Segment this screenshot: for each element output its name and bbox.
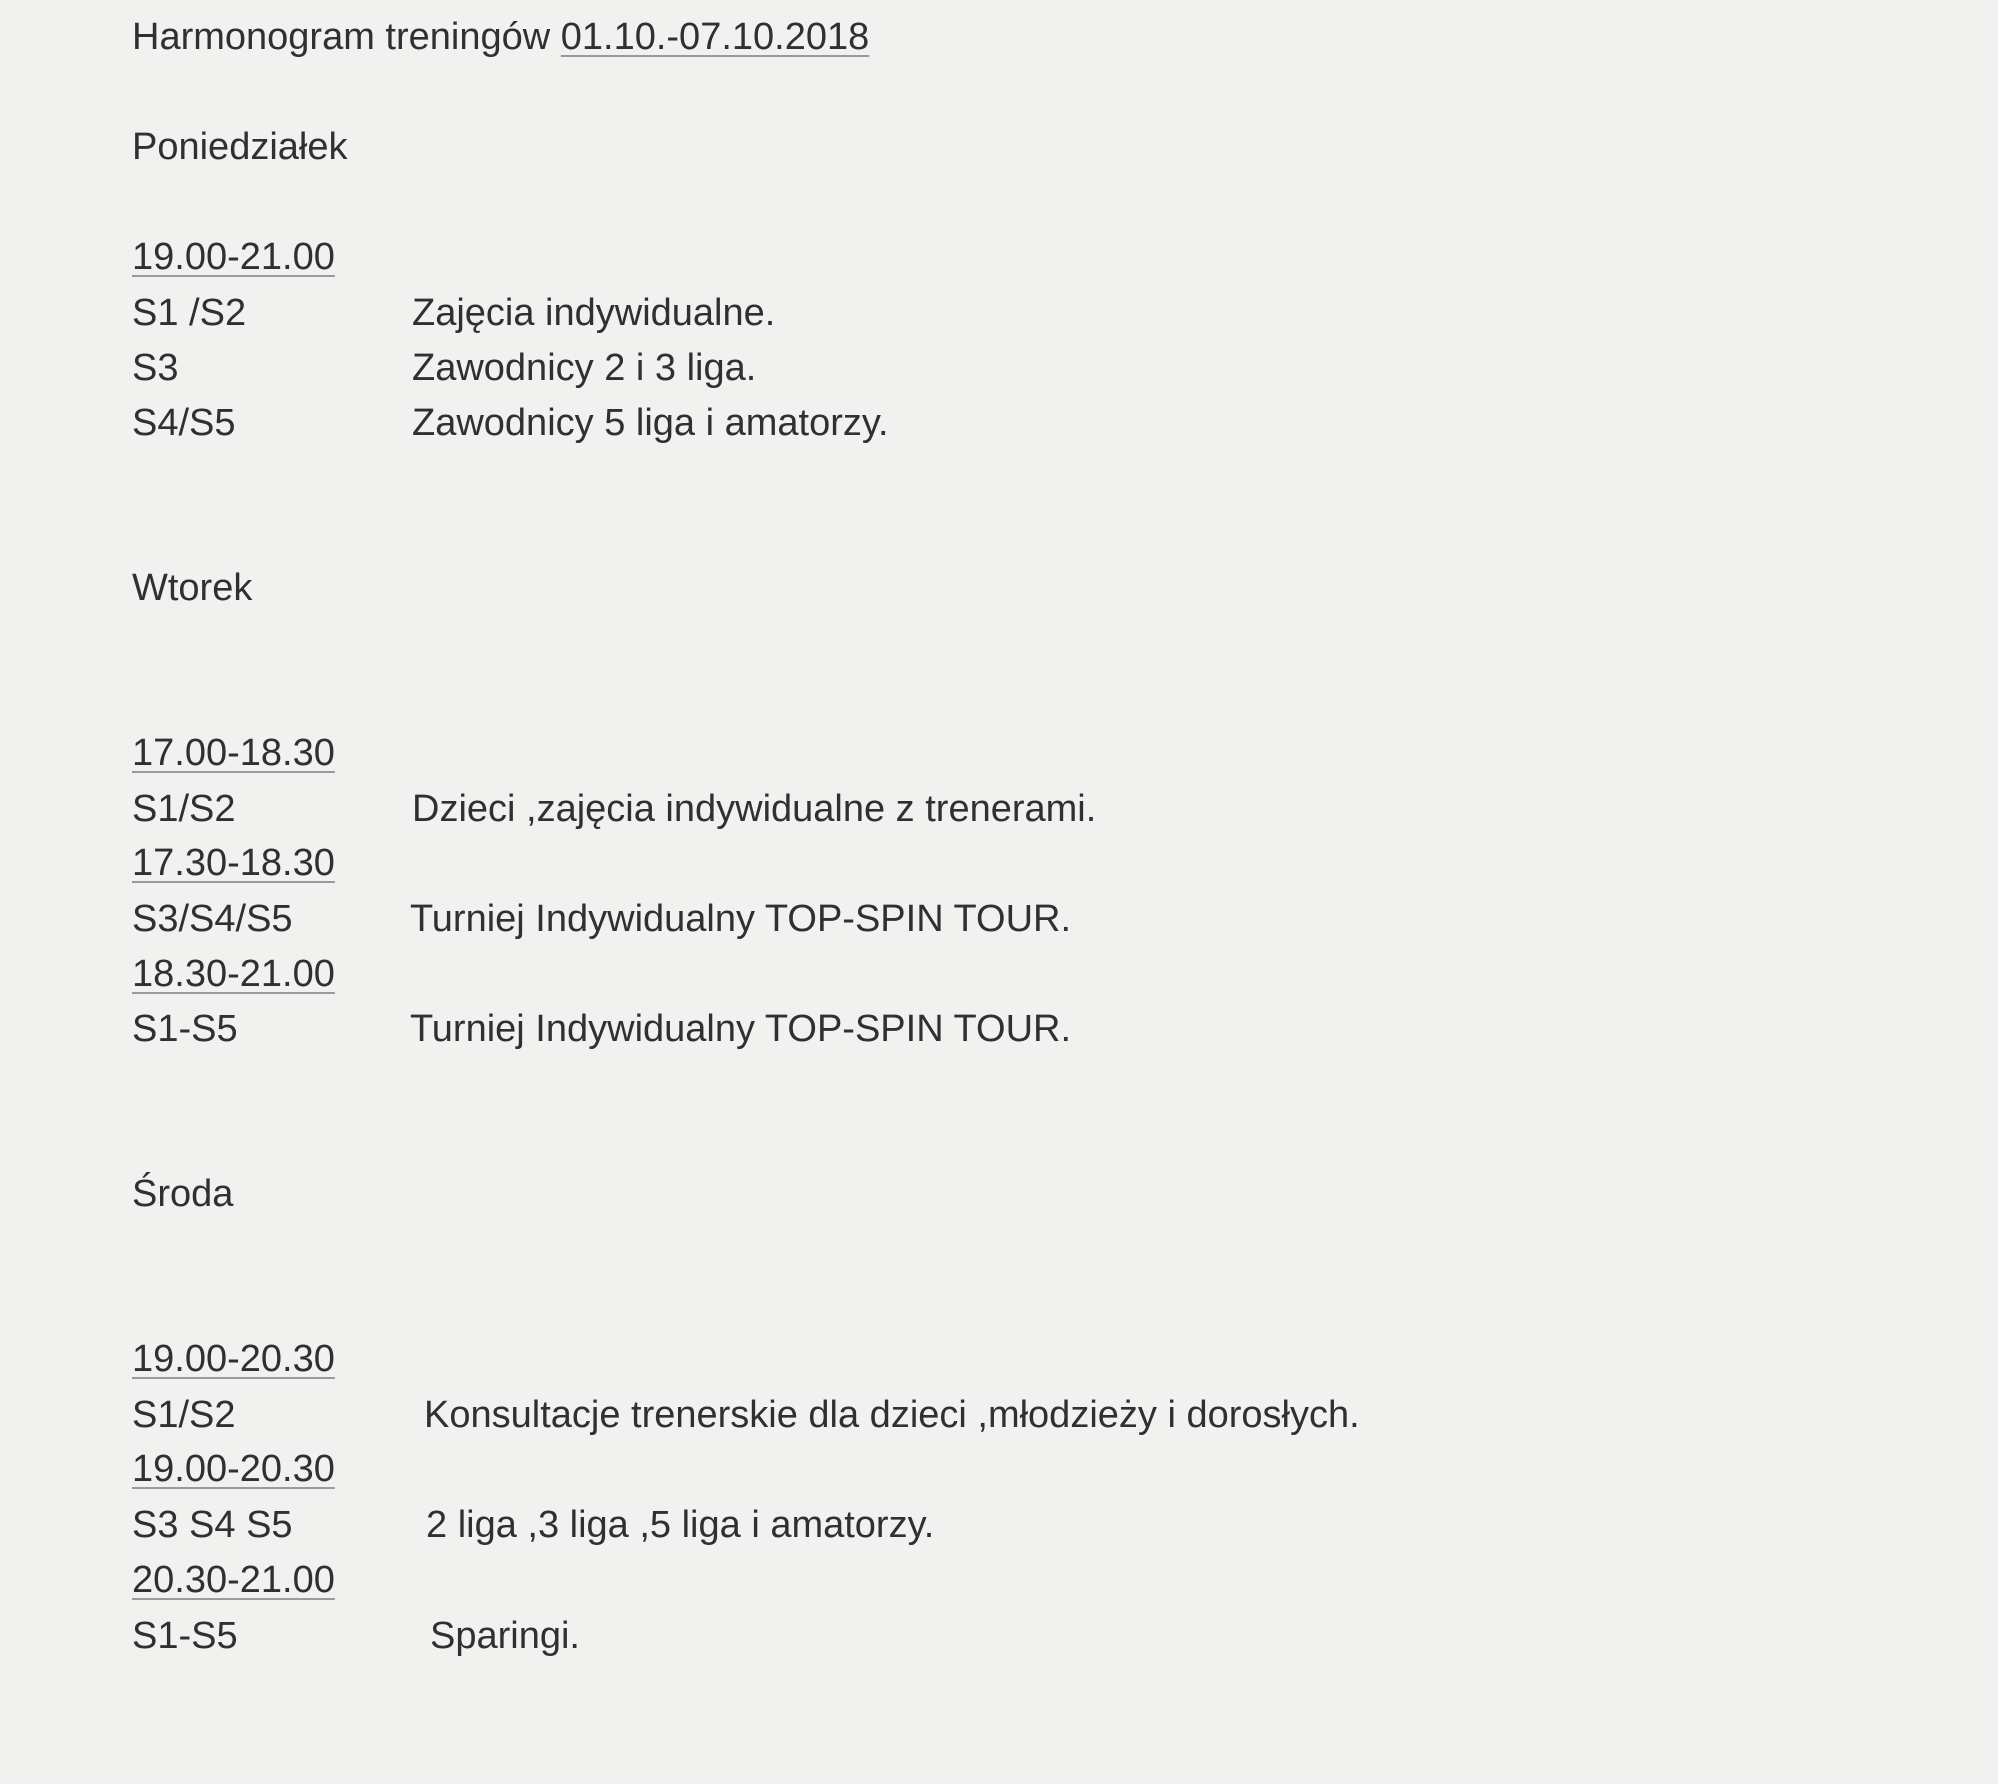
- entry-description: Zajęcia indywidualne.: [412, 292, 776, 334]
- schedule-entry: [132, 1006, 1071, 1052]
- schedule-entry: [132, 345, 756, 391]
- entry-description: Turniej Indywidualny TOP-SPIN TOUR.: [410, 898, 1072, 940]
- entry-description: Dzieci ,zajęcia indywidualne z trenerami.: [412, 788, 1097, 830]
- schedule-entry: [132, 400, 889, 446]
- time-slot-link[interactable]: 19.00-21.00: [132, 236, 335, 278]
- room-label: S3 S4 S5: [132, 1504, 293, 1546]
- schedule-entry: [132, 290, 775, 336]
- entry-description: Zawodnicy 2 i 3 liga.: [412, 347, 757, 389]
- entry-description: Turniej Indywidualny TOP-SPIN TOUR.: [410, 1008, 1072, 1050]
- date-range-link[interactable]: 01.10.-07.10.2018: [560, 16, 870, 58]
- document-title: [132, 14, 869, 60]
- schedule-entry: [132, 896, 1071, 942]
- room-label: S1-S5: [132, 1615, 238, 1657]
- schedule-entry: [132, 1502, 934, 1548]
- entry-description: Konsultacje trenerskie dla dzieci ,młodzieży i dorosłych.: [424, 1394, 1360, 1436]
- time-slot-link[interactable]: 20.30-21.00: [132, 1559, 335, 1601]
- room-label: S1/S2: [132, 1394, 236, 1436]
- room-label: S3/S4/S5: [132, 898, 293, 940]
- schedule-entry: [132, 1613, 580, 1659]
- day-heading-tuesday: Wtorek: [132, 567, 253, 609]
- room-label: S1/S2: [132, 788, 236, 830]
- room-label: S1-S5: [132, 1008, 238, 1050]
- schedule-entry: [132, 786, 1096, 832]
- time-slot-link[interactable]: 19.00-20.30: [132, 1338, 335, 1380]
- title-prefix: Harmonogram treningów: [132, 16, 561, 58]
- day-heading-monday: Poniedziałek: [132, 126, 348, 168]
- room-label: S1 /S2: [132, 292, 247, 334]
- room-label: S4/S5: [132, 402, 236, 444]
- schedule-entry: [132, 1392, 1360, 1438]
- entry-description: Sparingi.: [430, 1615, 580, 1657]
- time-slot-link[interactable]: 19.00-20.30: [132, 1448, 335, 1490]
- day-heading-wednesday: Środa: [132, 1173, 234, 1215]
- room-label: S3: [132, 347, 179, 389]
- entry-description: Zawodnicy 5 liga i amatorzy.: [412, 402, 889, 444]
- time-slot-link[interactable]: 17.00-18.30: [132, 732, 335, 774]
- time-slot-link[interactable]: 17.30-18.30: [132, 842, 335, 884]
- time-slot-link[interactable]: 18.30-21.00: [132, 953, 335, 995]
- entry-description: 2 liga ,3 liga ,5 liga i amatorzy.: [426, 1504, 935, 1546]
